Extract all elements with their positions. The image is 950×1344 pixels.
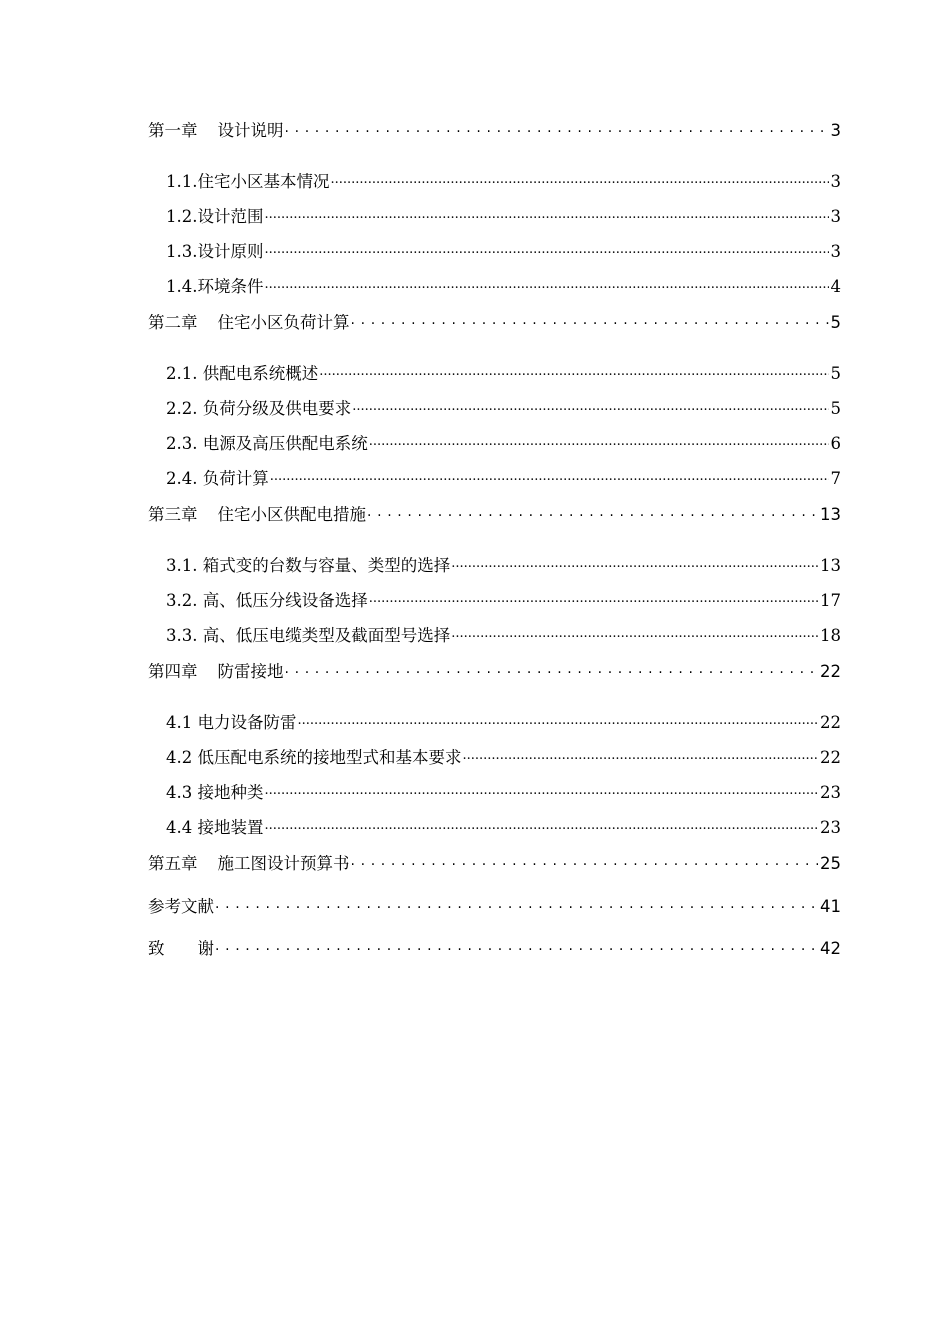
- chapter-name: 施工图设计预算书: [217, 854, 350, 873]
- dot-leader: [369, 429, 829, 449]
- section-title: 4.1 电力设备防雷: [166, 713, 297, 732]
- dot-leader: [298, 708, 819, 728]
- chapter-title: 参考文献: [148, 897, 214, 916]
- page-number: 5: [830, 364, 841, 383]
- page-number: 18: [820, 626, 841, 645]
- toc-section-2-2[interactable]: [166, 394, 841, 419]
- section-title: 2.3. 电源及高压供配电系统: [166, 434, 368, 453]
- toc-section-1-1[interactable]: [166, 167, 841, 192]
- dot-leader: [265, 778, 819, 798]
- toc-section-1-2[interactable]: [166, 202, 841, 227]
- toc-section-1-4[interactable]: [166, 272, 841, 297]
- page-number: 22: [820, 748, 841, 767]
- dot-leader: [463, 743, 819, 763]
- section-title: 1.2.设计范围: [166, 207, 264, 226]
- toc-section-1-3[interactable]: [166, 237, 841, 262]
- page-number: 23: [820, 818, 841, 837]
- section-title: 4.3 接地种类: [166, 783, 264, 802]
- toc-chapter-3[interactable]: [148, 500, 841, 525]
- chapter-label: 第三章: [148, 505, 198, 524]
- chapter-title: [148, 309, 350, 333]
- dot-leader: [265, 813, 819, 833]
- page-number: 6: [830, 434, 841, 453]
- dot-leader: [215, 934, 818, 954]
- chapter-label: 第一章: [148, 121, 198, 140]
- dot-leader: [352, 394, 828, 414]
- page-number: 13: [820, 505, 841, 524]
- chapter-title: 致 谢: [148, 939, 214, 958]
- page-number: 3: [830, 242, 841, 261]
- toc-acknowledgements[interactable]: [148, 934, 841, 959]
- chapter-title: [148, 501, 366, 525]
- page-number: 5: [830, 399, 841, 418]
- section-title: 4.2 低压配电系统的接地型式和基本要求: [166, 748, 462, 767]
- page-number: 41: [820, 897, 841, 916]
- page-number: 25: [820, 854, 841, 873]
- section-title: 1.3.设计原则: [166, 242, 264, 261]
- toc-section-4-3[interactable]: [166, 778, 841, 803]
- dot-leader: [367, 500, 818, 520]
- page-number: 17: [820, 591, 841, 610]
- dot-leader: [270, 464, 829, 484]
- page-number: 23: [820, 783, 841, 802]
- toc-section-3-2[interactable]: [166, 586, 841, 611]
- page-number: 3: [830, 121, 841, 140]
- section-title: 2.4. 负荷计算: [166, 469, 269, 488]
- chapter-name: 住宅小区供配电措施: [217, 505, 366, 524]
- dot-leader: [265, 237, 829, 257]
- dot-leader: [369, 586, 818, 606]
- section-title: 3.1. 箱式变的台数与容量、类型的选择: [166, 556, 451, 575]
- dot-leader: [351, 308, 829, 328]
- chapter-name: 设计说明: [217, 121, 284, 140]
- chapter-label: 第五章: [148, 854, 198, 873]
- toc-section-4-1[interactable]: [166, 708, 841, 733]
- chapter-name: 防雷接地: [217, 662, 284, 681]
- dot-leader: [451, 621, 818, 641]
- section-title: 1.4.环境条件: [166, 277, 264, 296]
- section-title: 4.4 接地装置: [166, 818, 264, 837]
- chapter-title: [148, 850, 350, 874]
- toc-chapter-5[interactable]: [148, 849, 841, 874]
- toc-chapter-2[interactable]: [148, 308, 841, 333]
- dot-leader: [215, 892, 818, 912]
- page-number: 3: [830, 172, 841, 191]
- section-title: 2.1. 供配电系统概述: [166, 364, 319, 383]
- page-number: 4: [830, 277, 841, 296]
- section-title: 3.3. 高、低压电缆类型及截面型号选择: [166, 626, 451, 645]
- chapter-name: 住宅小区负荷计算: [217, 313, 350, 332]
- chapter-label: 第二章: [148, 313, 198, 332]
- toc-chapter-4[interactable]: [148, 657, 841, 682]
- page-number: 42: [820, 939, 841, 958]
- page-number: 3: [830, 207, 841, 226]
- dot-leader: [285, 657, 819, 677]
- chapter-title: [148, 658, 284, 682]
- toc-section-3-1[interactable]: [166, 551, 841, 576]
- dot-leader: [265, 202, 829, 222]
- toc-section-4-4[interactable]: [166, 813, 841, 838]
- chapter-label: 第四章: [148, 662, 198, 681]
- dot-leader: [319, 359, 828, 379]
- chapter-title: [148, 117, 284, 141]
- dot-leader: [285, 116, 829, 136]
- dot-leader: [451, 551, 818, 571]
- page-number: 7: [830, 469, 841, 488]
- toc-references[interactable]: [148, 892, 841, 917]
- page-number: 22: [820, 713, 841, 732]
- toc-section-2-3[interactable]: [166, 429, 841, 454]
- section-title: 1.1.住宅小区基本情况: [166, 172, 330, 191]
- toc-section-3-3[interactable]: [166, 621, 841, 646]
- section-title: 3.2. 高、低压分线设备选择: [166, 591, 368, 610]
- dot-leader: [331, 167, 829, 187]
- page-number: 13: [820, 556, 841, 575]
- page-number: 22: [820, 662, 841, 681]
- page-number: 5: [830, 313, 841, 332]
- toc-section-2-4[interactable]: [166, 464, 841, 489]
- dot-leader: [351, 849, 819, 869]
- section-title: 2.2. 负荷分级及供电要求: [166, 399, 352, 418]
- dot-leader: [265, 272, 829, 292]
- toc-section-2-1[interactable]: [166, 359, 841, 384]
- toc-chapter-1[interactable]: [148, 116, 841, 141]
- toc-section-4-2[interactable]: [166, 743, 841, 768]
